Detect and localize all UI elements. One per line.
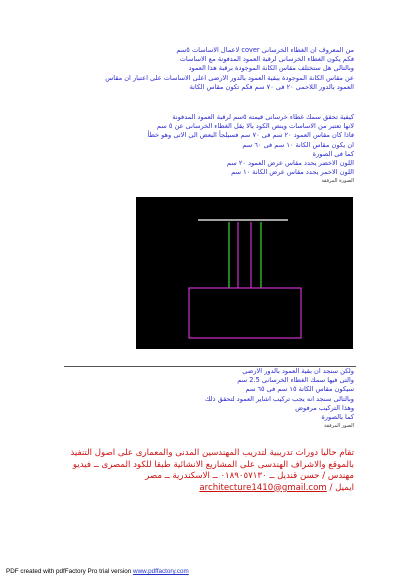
text-line: تقام حاليا دورات تدريبية لتدريب المهندسين المدنى والمعمارى على اصول التنفيذ [70,448,354,458]
text-line: وبالتالى سنجد انه يجب تركيب اشاير العمود لتحقق ذلك [205,394,354,403]
text-line: والتى فيها سمك الغطاء الخرسانى 2.5 سم [237,376,354,385]
email-line [62,483,354,495]
paragraph-3 [40,367,354,430]
text-line: فكم يكون الغطاء الخرسانى لرقبة العمود المدفونة مع الاساسات [179,55,354,64]
text-line: كيفية تحقق سمك غطاء خرسانى قيمته ٥سم لرقبة العمود المدفونة [172,113,354,121]
text-line: مهندس / حسن قنديل ــ ٠١٨٩٠٥٧١٣٠ ــ الاسكندرية ــ مصر [145,471,354,481]
text-line: ان يكون مقاس الكانة ١٠ سم فى ٦٠ سم [242,140,354,149]
image-caption: الصورة المرفقة [321,178,354,185]
text-line: العمود بالدور اللاحمى ٢٠ فى ٧٠ سم فكم تكون مقاس الكانة [189,82,354,91]
course-advertisement [62,448,354,494]
pdf-footer [6,568,189,576]
text-line: سيكون مقاس الكانة ١٥ سم فى ٦٥ سم [245,385,354,394]
text-line: وبالتالى هل ستختلف مقاس الكانة الموجودة برقبة هذا العمود [188,64,354,73]
text-line: بالموقع والاشراف الهندسى على المشاريع الانشائية طبقا للكود المصرى ــ فيديو [72,459,354,470]
column-section-drawing [136,197,353,349]
paragraph-2 [40,113,354,185]
text-line: اللون الاحمر يحدد مقاس عرض الكانة ١٠ سم [231,168,354,177]
column-neck-figure [136,197,353,349]
image-caption: الصور المرفقة [324,423,354,430]
text-line: لانها تعتبر من الاساسات وينص الكود بالا يقل الغطاء الخرسانى عن ٥ سم [156,122,354,131]
email-link[interactable]: architecture1410@gmail.com [199,482,327,493]
text-line: وهذا التركيب مرفوض [295,403,354,412]
paragraph-1 [40,46,354,92]
text-line: فاذا كان مقاس العمود ٢٠ سم فى ٧٠ سم فسيلجأ البعض الى الاتى وهو خطأ [147,131,354,140]
email-label: ايميل / [329,482,354,493]
text-line: ولكن سنجد ان بقية العمود بالدور الارضى [242,367,354,375]
text-line: اللون الاخضر يحدد مقاس عرض العمود ٢٠ سم [226,159,354,168]
footer-text: PDF created with pdfFactory Pro trial version [6,568,134,575]
text-line: عن مقاس الكانة الموجودة ببقية العمود بالدور الارضى اعلى الاساسات على اعتبار ان مقاس [105,73,354,82]
text-line: من المعروف ان الغطاء الخرسانى cover لاعمال الاساسات ٥سم [176,46,354,54]
text-line: كما بالصورة [321,413,354,422]
text-line: كما فى الصورة [312,149,354,158]
footer-link[interactable]: www.pdffactory.com [133,568,189,575]
